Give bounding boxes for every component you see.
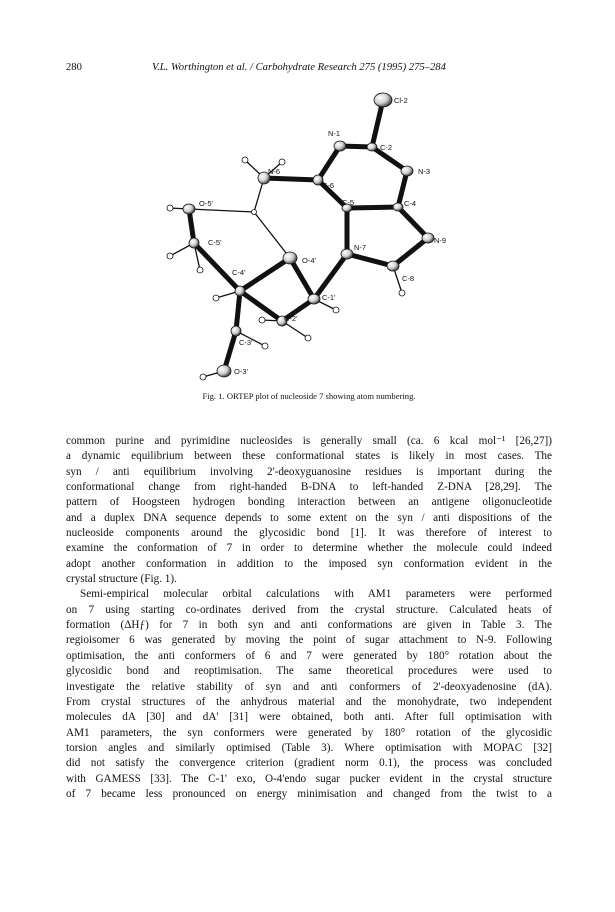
atoms — [183, 93, 434, 377]
text-line: of 7 became less pronounced on energy minimisation and changed from the twist to a — [66, 787, 552, 800]
atom-n1 — [334, 141, 346, 151]
label-c4: C-4 — [404, 199, 417, 208]
text-line: glycosidic bond and reoptimisation. The same theoretical procedures were used to — [66, 665, 552, 678]
text-line: nucleoside components around the glycosidic bond [1]. It was therefore of interest to — [66, 527, 552, 540]
atom-c1p — [308, 294, 320, 304]
label-cl2: Cl-2 — [394, 96, 408, 105]
label-o3p: O-3' — [234, 367, 248, 376]
atom-o5p — [183, 204, 195, 214]
text-line: torsion angles and similarly optimised (Table 3). Where optimisation with MOPAC [32] — [66, 741, 552, 754]
text-line: conformational change from right-handed B-DNA to left-handed Z-DNA [28,29]. The — [66, 481, 552, 494]
text-line: syn / anti equilibrium involving 2'-deoxyguanosine residues is important during the — [66, 465, 552, 478]
running-title: V.L. Worthington et al. / Carbohydrate Research 275 (1995) 275–284 — [152, 62, 446, 73]
atom-c4p — [235, 286, 245, 296]
atom-o4p — [283, 252, 297, 264]
ortep-figure — [150, 88, 480, 388]
text-line: with GAMESS [33]. The C-1' exo, O-4'endo sugar pucker evident in the crystal structure — [66, 772, 552, 785]
atom-n9 — [422, 233, 434, 243]
label-n3: N-3 — [418, 167, 431, 176]
body-text — [66, 434, 552, 802]
text-line: and a duplex DNA sequence depends to some extent on the syn / anti dispositions of the — [66, 511, 552, 524]
text-line: investigate the relative stability of syn and anti conformers of 2'-deoxyadenosine (dA). — [66, 680, 552, 693]
text-line: AM1 parameters, the syn conformers were generated by 180° rotation of the glycosidic — [66, 726, 552, 739]
h-bonds — [170, 160, 402, 377]
label-c5p: C-5' — [208, 238, 222, 247]
atom-cl2 — [374, 93, 392, 107]
caption-prefix: Fig. 1. — [202, 391, 225, 401]
text-line: molecules dA [30] and dA' [31] were obtained, both anti. After full optimisation with — [66, 711, 552, 724]
text-line: did not satisfy the convergence criterion (gradient norm 0.1), the process was concluded — [66, 757, 552, 770]
label-c3p: C-3' — [239, 338, 253, 347]
paragraph-2 — [66, 587, 552, 802]
label-o4p: O-4' — [302, 256, 316, 265]
text-line: crystal structure (Fig. 1). — [66, 573, 177, 586]
atom-c2 — [367, 143, 377, 151]
text-line: adopt another conformation in addition to the imposed syn conformation evident in the — [66, 557, 552, 570]
figure-caption — [66, 391, 552, 401]
text-line: optimisation, the anti conformers of 6 and 7 were generated by 180° rotation about the — [66, 649, 552, 662]
atom-n3 — [401, 166, 413, 176]
label-n1: N-1 — [328, 129, 341, 138]
atom-c8 — [387, 261, 399, 271]
atom-c5p — [189, 238, 199, 248]
label-c8: C-8 — [402, 274, 415, 283]
page-number: 280 — [66, 62, 82, 73]
text-line: a dynamic equilibrium between these conformational states is likely in most cases. The — [66, 450, 552, 463]
label-c6: C-6 — [322, 181, 335, 190]
label-c4p: C-4' — [232, 268, 246, 277]
text-line: pattern of Hoogsteen hydrogen bonding interaction between an antigene oligonucleotide — [66, 496, 552, 509]
label-c2p: C-2' — [284, 314, 298, 323]
atom-c4 — [393, 203, 403, 211]
atom-n7 — [341, 249, 353, 259]
hydrogens — [167, 157, 405, 380]
ortep-plot — [150, 88, 480, 388]
label-n7: N-7 — [354, 243, 367, 252]
caption-text: ORTEP plot of nucleoside 7 showing atom numbering. — [226, 391, 416, 401]
label-o5p: O-5' — [199, 199, 213, 208]
text-line: Semi-empirical molecular orbital calculations with AM1 parameters were performed — [80, 588, 552, 601]
label-n9: N-9 — [434, 236, 447, 245]
bonds — [189, 100, 431, 371]
atom-o3p — [217, 365, 231, 377]
paragraph-1 — [66, 434, 552, 587]
text-line: From crystal structures of the anhydrous material and the monohydrate, two independent — [66, 695, 552, 708]
label-c2: C-2 — [380, 143, 393, 152]
text-line: regioisomer 6 was generated by moving the point of sugar attachment to N-9. Following — [66, 634, 552, 647]
text-line: on 7 using starting co-ordinates derived from the crystal structure. Calculated heats of — [66, 603, 552, 616]
label-n6: N-6 — [268, 167, 281, 176]
text-line: examine the conformation of 7 in order to determine whether the molecule could indeed — [66, 542, 552, 555]
text-line: common purine and pyrimidine nucleosides is generally small (ca. 6 kcal mol⁻¹ [26,27]) — [66, 435, 552, 447]
label-c5: C-5 — [342, 198, 355, 207]
label-c1p: C-1' — [322, 293, 336, 302]
text-line: formation (ΔHƒ) for 7 in both syn and anti conformations are given in Table 3. The — [66, 619, 552, 632]
atom-c3p — [231, 326, 241, 336]
